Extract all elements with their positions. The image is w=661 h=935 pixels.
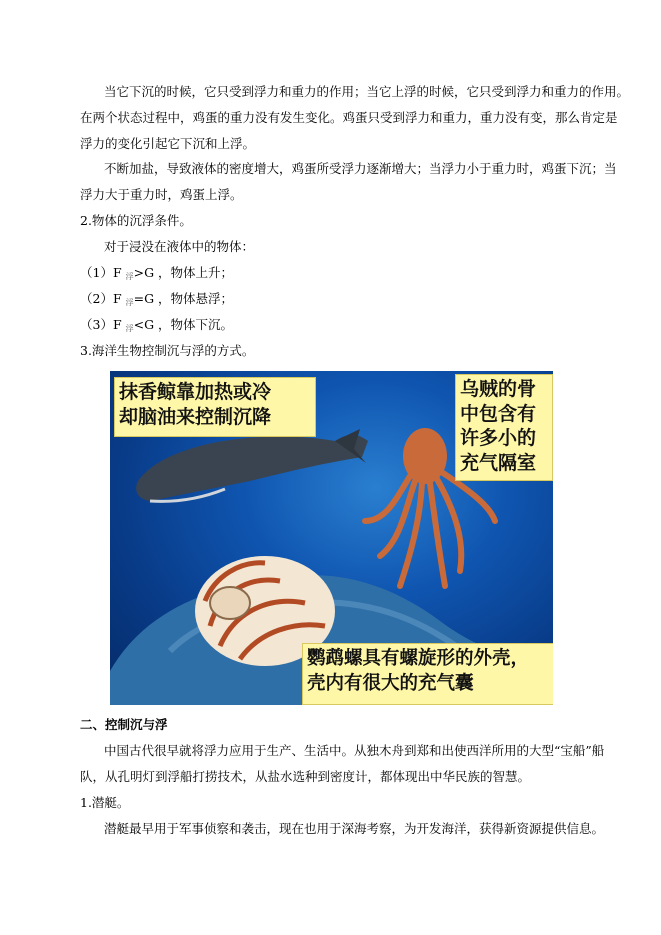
para-line-8: 队，从孔明灯到浮船打捞技术，从盐水选种到密度计，都体现出中华民族的智慧。 bbox=[80, 769, 531, 784]
caption-nautilus-line: 壳内有很大的充气囊 bbox=[307, 673, 474, 694]
whale-graphic bbox=[136, 429, 368, 501]
heading-marine-life: 3.海洋生物控制沉与浮的方式。 bbox=[80, 343, 255, 358]
caption-whale bbox=[114, 377, 316, 437]
para-line-1: 当它下沉的时候，它只受到浮力和重力的作用；当它上浮的时候，它只受到浮力和重力的作用。 bbox=[104, 84, 630, 99]
heading-sinking-conditions: 2.物体的沉浮条件。 bbox=[80, 213, 192, 228]
para-line-2: 在两个状态过程中，鸡蛋的重力没有发生变化。鸡蛋只受到浮力和重力，重力没有变，那么肯定是 bbox=[80, 110, 618, 125]
condition-suffix: =G ，物体悬浮； bbox=[133, 291, 234, 306]
condition-prefix: （1）F bbox=[80, 265, 126, 280]
condition-prefix: （2）F bbox=[80, 291, 126, 306]
marine-life-figure bbox=[110, 371, 553, 705]
heading-submarine: 1.潜艇。 bbox=[80, 795, 130, 810]
condition-subscript: 浮 bbox=[125, 272, 134, 281]
caption-whale-line: 抹香鲸靠加热或冷 bbox=[119, 381, 272, 403]
condition-prefix: （3）F bbox=[80, 317, 126, 332]
caption-nautilus-line: 鹦鹉螺具有螺旋形的外壳， bbox=[307, 648, 530, 669]
condition-suspend bbox=[80, 290, 585, 312]
para-line-6: 对于浸没在液体中的物体： bbox=[104, 239, 255, 254]
condition-subscript: 浮 bbox=[125, 324, 134, 333]
caption-squid-line: 乌贼的骨 bbox=[460, 378, 537, 400]
para-line-5: 浮力大于重力时，鸡蛋上浮。 bbox=[80, 187, 243, 202]
para-line-3: 浮力的变化引起它下沉和上浮。 bbox=[80, 136, 256, 151]
caption-squid-line: 中包含有 bbox=[460, 402, 537, 425]
condition-sink bbox=[80, 316, 585, 338]
caption-squid-line: 许多小的 bbox=[460, 427, 537, 449]
condition-suffix: <G ，物体下沉。 bbox=[133, 317, 234, 332]
para-line-7: 中国古代很早就将浮力应用于生产、生活中。从独木舟到郑和出使西洋所用的大型“宝船”船 bbox=[104, 743, 605, 758]
para-line-9: 潜艇最早用于军事侦察和袭击，现在也用于深海考察，为开发海洋，获得新资源提供信息。 bbox=[104, 821, 605, 836]
section-heading-control: 二、控制沉与浮 bbox=[80, 717, 168, 732]
condition-rise bbox=[80, 264, 585, 286]
para-line-4: 不断加盐，导致液体的密度增大，鸡蛋所受浮力逐渐增大；当浮力小于重力时，鸡蛋下沉；当 bbox=[104, 161, 617, 176]
caption-nautilus bbox=[302, 643, 553, 705]
caption-squid bbox=[455, 374, 553, 481]
caption-whale-line: 却脑油来控制沉降 bbox=[119, 406, 272, 428]
condition-subscript: 浮 bbox=[125, 298, 134, 307]
caption-squid-line: 充气隔室 bbox=[460, 451, 537, 474]
condition-suffix: >G ，物体上升； bbox=[133, 265, 234, 280]
